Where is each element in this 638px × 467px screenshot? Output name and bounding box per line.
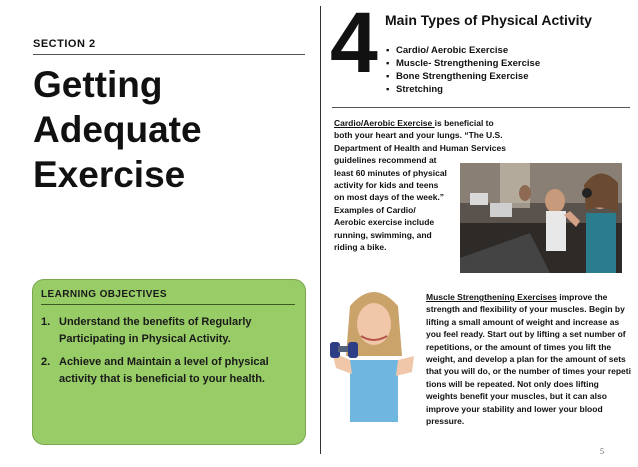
objective-number: 2. — [41, 356, 51, 368]
cardio-line: riding a bike. — [334, 242, 387, 253]
chapter-number: 4 — [330, 0, 378, 91]
cardio-line: guidelines recommend at — [334, 155, 437, 166]
types-list-label: Stretching — [396, 84, 443, 95]
muscle-line: lifting a small amount of weight and increase as — [426, 316, 620, 327]
cardio-line: on most days of the week.” — [334, 192, 445, 203]
muscle-line: improve your stability and lower your blood — [426, 403, 603, 414]
types-rule — [332, 107, 630, 108]
cardio-lead: Cardio/Aerobic Exercise — [334, 118, 435, 128]
bullet-icon: ▪ — [386, 58, 390, 69]
objective-line: activity that is beneficial to your health. — [59, 373, 265, 385]
section-rule — [33, 54, 305, 55]
muscle-line: repetitions, or the amount of times you lift the — [426, 341, 612, 352]
types-list-label: Cardio/ Aerobic Exercise — [396, 45, 509, 56]
cardio-line: activity for kids and teens — [334, 180, 439, 191]
cardio-line: is beneficial to — [434, 118, 494, 128]
cardio-line: running, swimming, and — [334, 229, 432, 240]
types-list-label: Muscle- Strengthening Exercise — [396, 58, 541, 69]
objective-line: Participating in Physical Activity. — [59, 333, 231, 345]
muscle-line: tions will be repeated. Not only does lifting — [426, 378, 599, 389]
column-divider — [320, 6, 321, 454]
types-list — [386, 44, 540, 96]
objectives-list — [41, 314, 297, 394]
title-line: Exercise — [33, 154, 186, 195]
gym-treadmill-photo — [460, 163, 622, 273]
girl-dumbbell-illustration — [328, 286, 420, 422]
muscle-line: you feel ready. Start out by lifting a set number of — [426, 329, 626, 340]
page-title — [33, 62, 303, 197]
muscle-line: pressure. — [426, 416, 465, 427]
types-list-item — [386, 57, 540, 70]
muscle-line: weights benefit your muscles, but it can also — [426, 391, 607, 402]
objectives-rule — [41, 304, 295, 305]
objectives-heading: LEARNING OBJECTIVES — [41, 289, 167, 300]
muscle-line: weight, and develop a plan for the amount of sets — [426, 354, 626, 365]
muscle-lead: Muscle Strengthening Exercises — [426, 292, 557, 302]
cardio-line: both your heart and your lungs. “The U.S. — [334, 130, 503, 141]
types-list-item — [386, 83, 540, 96]
objective-line: Achieve and Maintain a level of physical — [59, 356, 269, 368]
muscle-line: improve the — [556, 292, 608, 302]
objective-item — [41, 314, 297, 348]
title-line: Getting — [33, 64, 163, 105]
muscle-paragraph — [426, 291, 632, 427]
types-title: Main Types of Physical Activity — [385, 12, 592, 28]
objective-number: 1. — [41, 316, 51, 328]
title-line: Adequate — [33, 109, 202, 150]
types-list-item — [386, 44, 540, 57]
girl-dumbbell-photo — [328, 286, 420, 422]
page-number: 5 — [600, 447, 604, 456]
muscle-line: that you will do, or the number of times your repeti — [426, 366, 631, 377]
cardio-line: Aerobic exercise include — [334, 217, 435, 228]
types-list-label: Bone Strengthening Exercise — [396, 71, 529, 82]
bullet-icon: ▪ — [386, 71, 390, 82]
objective-line: Understand the benefits of Regularly — [59, 316, 252, 328]
bullet-icon: ▪ — [386, 45, 390, 56]
gym-treadmill-illustration — [460, 163, 622, 273]
bullet-icon: ▪ — [386, 84, 390, 95]
cardio-line: Examples of Cardio/ — [334, 204, 416, 215]
muscle-line: strength and flexibility of your muscles. Begin by — [426, 304, 625, 315]
types-list-item — [386, 70, 540, 83]
cardio-line: least 60 minutes of physical — [334, 167, 447, 178]
section-label: SECTION 2 — [33, 38, 96, 50]
objective-item — [41, 354, 297, 388]
learning-objectives-box — [32, 279, 306, 445]
cardio-line: Department of Health and Human Services — [334, 142, 506, 153]
